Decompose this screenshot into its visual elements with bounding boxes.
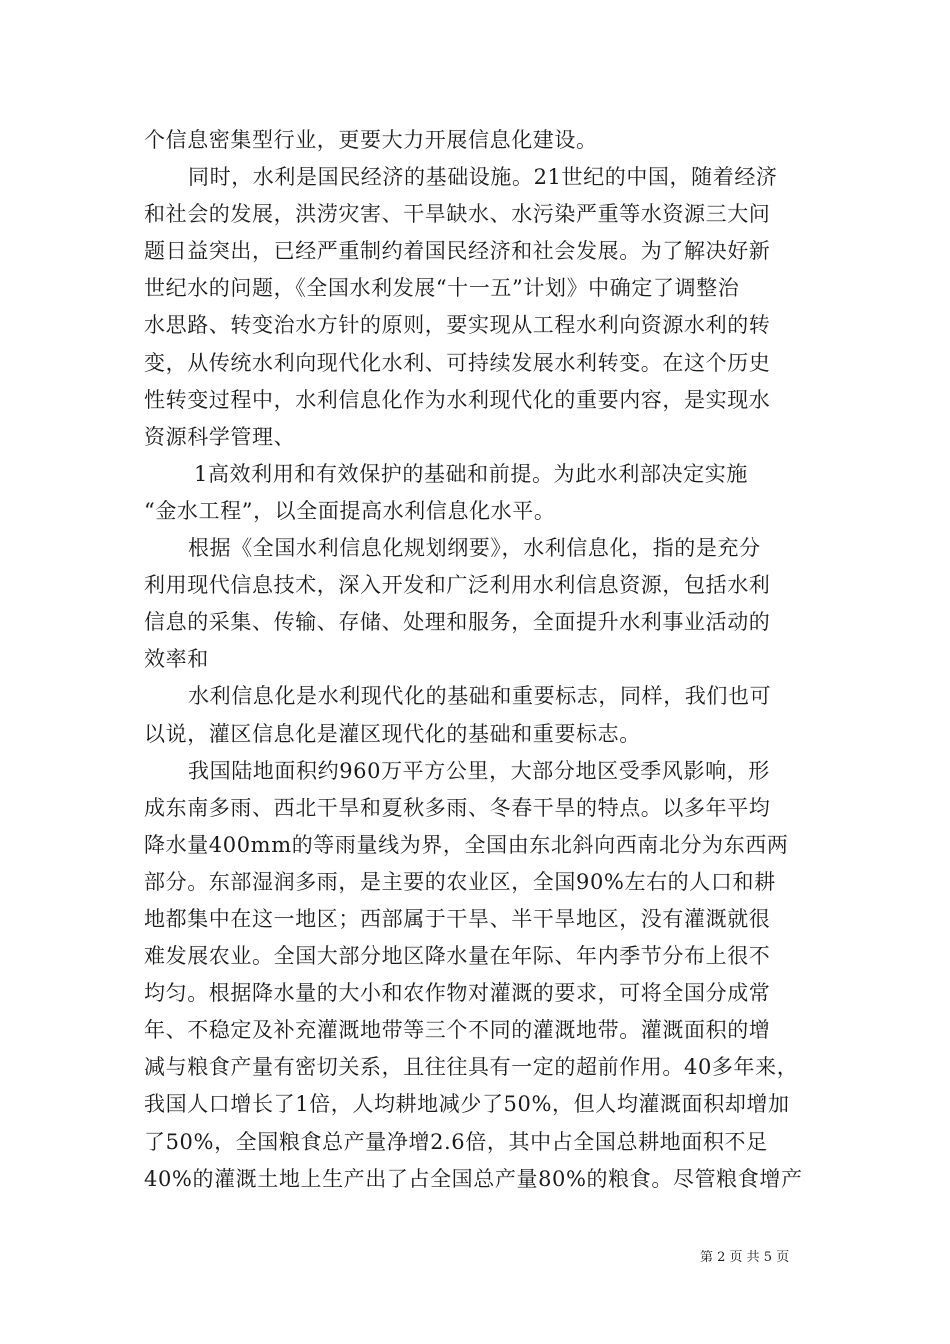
text-line: 部分。东部湿润多雨，是主要的农业区，全国90%左右的人口和耕 xyxy=(144,869,776,894)
text-line: 变，从传统水利向现代化水利、可持续发展水利转变。在这个历史 xyxy=(144,350,771,375)
text-line: 成东南多雨、西北干旱和夏秋多雨、冬春干旱的特点。以多年平均 xyxy=(144,795,771,820)
text-line: 减与粮食产量有密切关系，且往往具有一定的超前作用。40多年来， xyxy=(144,1055,799,1080)
text-line: 40%的灌溉土地上生产出了占全国总产量80%的粮食。尽管粮食增产 xyxy=(144,1166,803,1191)
text-line: 以说，灌区信息化是灌区现代化的基础和重要标志。 xyxy=(144,721,641,746)
text-line: 世纪水的问题，《全国水利发展“十一五”计划》中确定了调整治 xyxy=(144,276,740,301)
text-line: 信息的采集、传输、存储、处理和服务，全面提升水利事业活动的 xyxy=(144,610,771,635)
text-line: 年、不稳定及补充灌溉地带等三个不同的灌溉地带。灌溉面积的增 xyxy=(144,1018,771,1043)
text-line: 效率和 xyxy=(144,647,209,672)
text-line: 均匀。根据降水量的大小和农作物对灌溉的要求，可将全国分成常 xyxy=(144,981,771,1006)
paragraph-start-line: 我国陆地面积约960万平方公里，大部分地区受季风影响，形 xyxy=(188,758,770,783)
paragraph-start-line: 1高效利用和有效保护的基础和前提。为此水利部决定实施 xyxy=(194,461,748,486)
text-line: 性转变过程中，水利信息化作为水利现代化的重要内容，是实现水 xyxy=(144,387,771,412)
paragraph-start-line: 同时，水利是国民经济的基础设施。21世纪的中国，随着经济 xyxy=(188,165,778,190)
text-line: 水思路、转变治水方针的原则，要实现从工程水利向资源水利的转 xyxy=(144,313,771,338)
page-number: 第 2 页 共 5 页 xyxy=(700,1250,790,1265)
text-line: 个信息密集型行业，更要大力开展信息化建设。 xyxy=(144,128,598,152)
text-line: 地都集中在这一地区；西部属于干旱、半干旱地区，没有灌溉就很 xyxy=(144,906,771,931)
paragraph-start-line: 水利信息化是水利现代化的基础和重要标志，同样，我们也可 xyxy=(188,684,772,709)
document-body xyxy=(144,122,808,1198)
paragraph-start-line: 根据《全国水利信息化规划纲要》，水利信息化，指的是充分 xyxy=(188,536,761,561)
text-line: 资源科学管理、 xyxy=(144,424,296,449)
text-line: 降水量400mm的等雨量线为界，全国由东北斜向西南北分为东西两 xyxy=(144,832,789,857)
text-line: 了50%，全国粮食总产量净增2.6倍，其中占全国总耕地面积不足 xyxy=(144,1129,768,1154)
text-line: 利用现代信息技术，深入开发和广泛利用水利信息资源，包括水利 xyxy=(144,573,771,598)
text-line: 和社会的发展，洪涝灾害、干旱缺水、水污染严重等水资源三大问 xyxy=(144,202,771,227)
text-line: 难发展农业。全国大部分地区降水量在年际、年内季节分布上很不 xyxy=(144,944,771,969)
text-line: 我国人口增长了1倍，人均耕地减少了50%，但人均灌溉面积却增加 xyxy=(144,1092,790,1117)
text-line: “金水工程”，以全面提高水利信息化水平。 xyxy=(144,498,556,523)
text-line: 题日益突出，已经严重制约着国民经济和社会发展。为了解决好新 xyxy=(144,239,771,264)
